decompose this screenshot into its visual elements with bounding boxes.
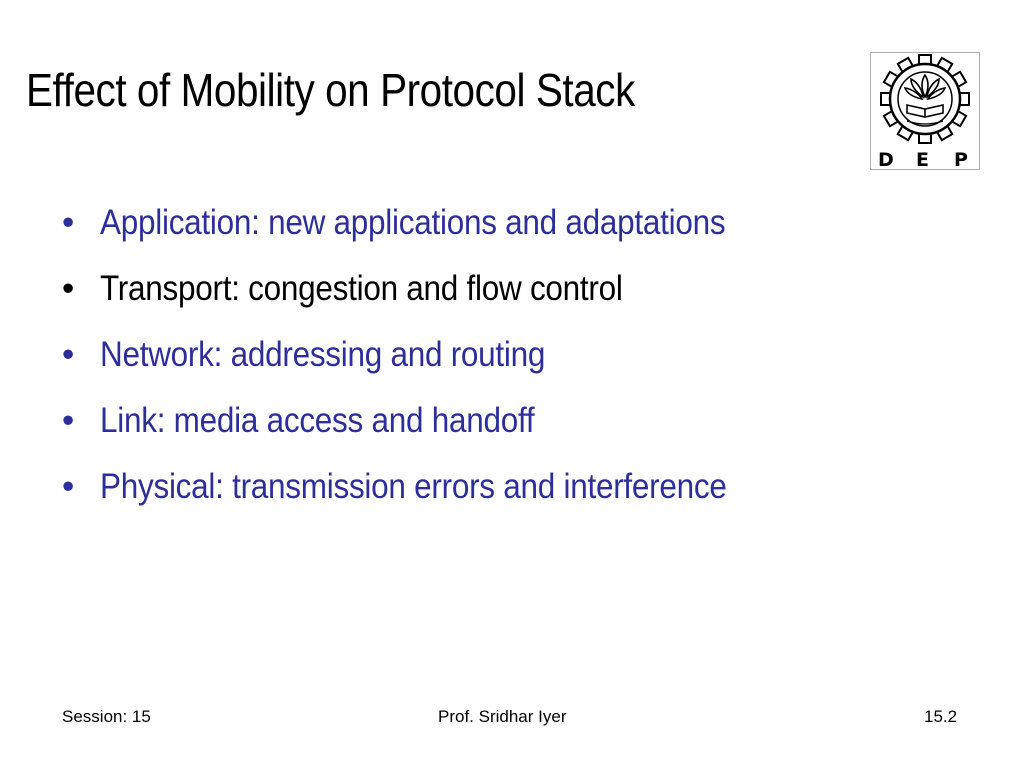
footer-slide-number: 15.2 — [924, 707, 958, 726]
dep-logo — [870, 52, 980, 170]
bullet-item-transport — [62, 256, 796, 322]
bullet-marker: • — [62, 269, 75, 308]
bullet-list — [62, 190, 796, 520]
bullet-item-link — [62, 388, 796, 454]
bullet-marker: • — [62, 401, 75, 440]
logo-letter-e: E — [916, 149, 929, 170]
footer-presenter: Prof. Sridhar Iyer — [438, 707, 567, 726]
bullet-marker: • — [62, 203, 75, 242]
bullet-text: Network: addressing and routing — [100, 335, 546, 374]
footer-session: Session: 15 — [62, 707, 151, 726]
dep-logo-graphic — [870, 52, 980, 170]
slide-title: Effect of Mobility on Protocol Stack — [26, 64, 635, 116]
bullet-text: Transport: congestion and flow control — [100, 269, 623, 308]
logo-letter-p: P — [954, 149, 968, 170]
bullet-item-application — [62, 190, 796, 256]
logo-letter-d: D — [878, 149, 894, 170]
bullet-item-network — [62, 322, 796, 388]
bullet-text: Application: new applications and adaptations — [100, 203, 726, 242]
bullet-item-physical — [62, 454, 796, 520]
bullet-marker: • — [62, 467, 75, 506]
bullet-text: Link: media access and handoff — [100, 401, 535, 440]
bullet-text: Physical: transmission errors and interference — [100, 467, 727, 506]
bullet-marker: • — [62, 335, 75, 374]
